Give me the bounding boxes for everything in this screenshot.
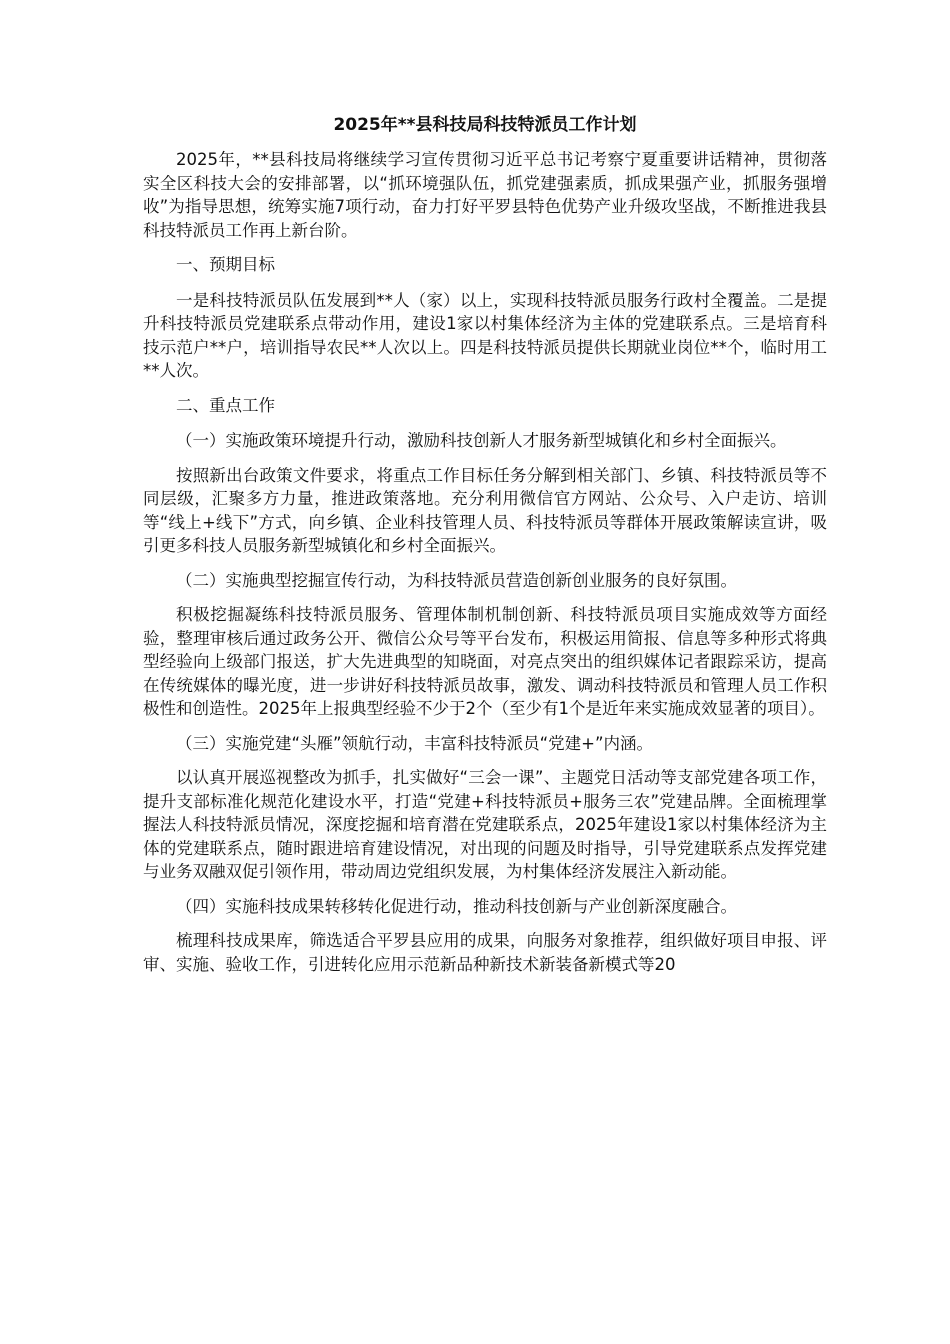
subheading-party-building-action: （三）实施党建“头雁”领航行动，丰富科技特派员“党建+”内涵。 bbox=[176, 733, 654, 753]
goals-paragraph: 一是科技特派员队伍发展到**人（家）以上，实现科技特派员服务行政村全覆盖。二是提升科技特派员党建联系点带动作用，建设1家以村集体经济为主体的党建联系点。三是培育科技示范户**户，培训指导农民**人次以上。四是科技特派员提供长期就业岗位**个，临时用工**人次。 bbox=[143, 290, 827, 380]
section-heading-goals: 一、预期目标 bbox=[176, 255, 275, 274]
intro-paragraph: 2025年，**县科技局将继续学习宣传贯彻习近平总书记考察宁夏重要讲话精神，贯彻落实全区科技大会的安排部署，以“抓环境强队伍，抓党建强素质，抓成果强产业，抓服务强增收”为指导思想，统筹实施7项行动，奋力打好平罗县特色优势产业升级攻坚战，不断推进我县科技特派员工作再上新台阶。 bbox=[143, 150, 827, 240]
policy-action-paragraph: 按照新出台政策文件要求，将重点工作目标任务分解到相关部门、乡镇、科技特派员等不同层级，汇聚多方力量，推进政策落地。充分利用微信官方网站、公众号、入户走访、培训等“线上+线下”方式，向乡镇、企业科技管理人员、科技特派员等群体开展政策解读宣讲，吸引更多科技人员服务新型城镇化和乡村全面振兴。 bbox=[143, 465, 827, 555]
publicity-action-paragraph: 积极挖掘凝练科技特派员服务、管理体制机制创新、科技特派员项目实施成效等方面经验，整理审核后通过政务公开、微信公众号等平台发布，积极运用简报、信息等多种形式将典型经验向上级部门报送，扩大先进典型的知晓面，对亮点突出的组织媒体记者跟踪采访，提高在传统媒体的曝光度，进一步讲好科技特派员故事，激发、调动科技特派员和管理人员工作积极性和创造性。2025年上报典型经验不少于2个（至少有1个是近年来实施成效显著的项目）。 bbox=[143, 605, 827, 718]
subheading-transfer-action: （四）实施科技成果转移转化促进行动，推动科技创新与产业创新深度融合。 bbox=[176, 896, 737, 916]
subheading-publicity-action: （二）实施典型挖掘宣传行动，为科技特派员营造创新创业服务的良好氛围。 bbox=[176, 570, 737, 590]
section-heading-key-work: 二、重点工作 bbox=[176, 395, 275, 415]
document-title: 2025年**县科技局科技特派员工作计划 bbox=[333, 115, 637, 135]
transfer-action-paragraph: 梳理科技成果库，筛选适合平罗县应用的成果，向服务对象推荐，组织做好项目申报、评审、实施、验收工作，引进转化应用示范新品种新技术新装备新模式等20 bbox=[143, 931, 827, 974]
subheading-policy-action: （一）实施政策环境提升行动，激励科技创新人才服务新型城镇化和乡村全面振兴。 bbox=[176, 431, 787, 450]
party-building-paragraph: 以认真开展巡视整改为抓手，扎实做好“三会一课”、主题党日活动等支部党建各项工作，提升支部标准化规范化建设水平，打造“党建+科技特派员+服务三农”党建品牌。全面梳理掌握法人科技特派员情况，深度挖掘和培育潜在党建联系点，2025年建设1家以村集体经济为主体的党建联系点，随时跟进培育建设情况，对出现的问题及时指导，引导党建联系点发挥党建与业务双融双促引领作用，带动周边党组织发展，为村集体经济发展注入新动能。 bbox=[143, 768, 827, 881]
